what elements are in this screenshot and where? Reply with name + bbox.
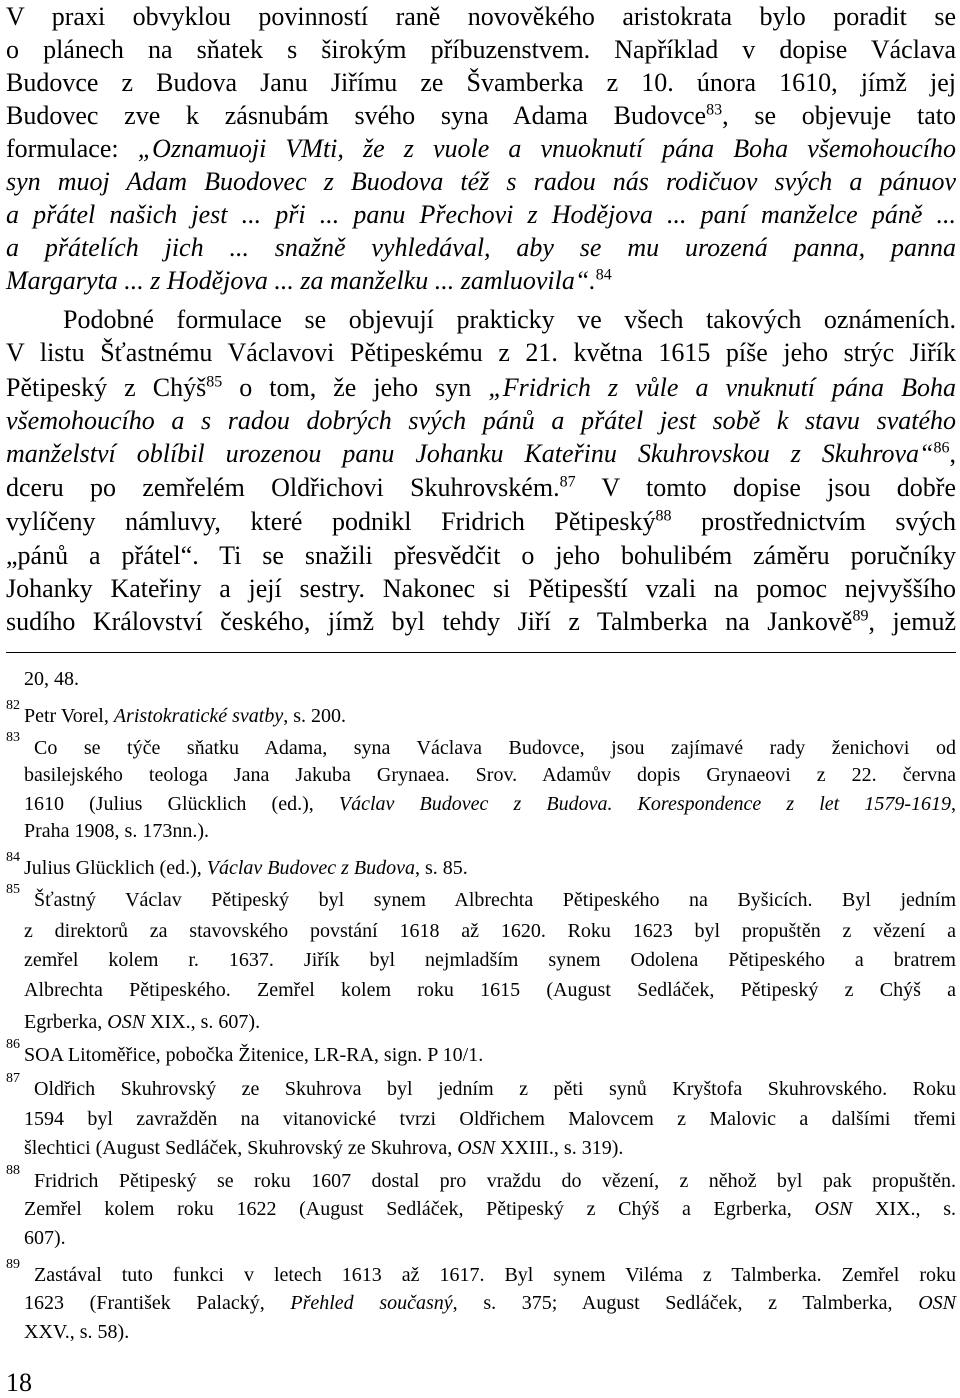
footnote-88: 88 Fridrich Pětipeský se roku 1607 dostal pro vraždu do vězení, z něhož byl pak propuštěn.: [6, 1163, 956, 1192]
footnote-ref: 84: [595, 266, 612, 284]
footnote-number: 83: [6, 730, 20, 745]
footnote-85: 85 Šťastný Václav Pětipeský byl synem Albrechta Pětipeského na Byšicích. Byl jedním: [6, 882, 956, 911]
footnote-ref: 83: [706, 101, 723, 119]
page-number: 18: [6, 1368, 32, 1397]
footnote-number: 87: [6, 1071, 20, 1086]
footnote-ref: 88: [655, 507, 672, 525]
text-line: Podobné formulace se objevují prakticky ve všech takových oznámeních.: [63, 305, 956, 334]
text-line: Budovce z Budova Janu Jiřímu ze Švamberka z 10. února 1610, jímž jej: [6, 68, 956, 97]
footnote-line: Egrberka, OSN XIX., s. 607).: [24, 1011, 261, 1033]
footnote-number: 85: [6, 882, 20, 897]
text-line: V praxi obvyklou povinností raně novověkého aristokrata bylo poradit se: [6, 2, 956, 31]
footnote-line: zemřel kolem r. 1637. Jiřík byl nejmladším synem Odolena Pětipeského a bratrem: [24, 949, 956, 971]
footnote-number: 88: [6, 1163, 20, 1178]
footnote-line: Albrechta Pětipeského. Zemřel kolem roku 1615 (August Sedláček, Pětipeský z Chýš a: [24, 979, 956, 1001]
footnote-line: šlechtici (August Sedláček, Skuhrovský ze Skuhrova, OSN XXIII., s. 319).: [24, 1137, 624, 1159]
text-line: sudího Království českého, jímž byl tehdy Jiří z Talmberka na Jankově$^{89}$, jemuž: [6, 607, 956, 636]
footnote-82: 82 Petr Vorel, Aristokratické svatby, s. 200.: [6, 698, 347, 727]
footnote-84: 84 Julius Glücklich (ed.), Václav Budovec z Budova, s. 85.: [6, 850, 468, 879]
text-line: Budovec zve k zásnubám svého syna Adama Budovce$^{83}$, se objevuje tato: [6, 101, 956, 130]
text-line: Pětipeský z Chýš$^{85}$ o tom, že jeho syn „Fridrich z vůle a vnuknutí pána Boha: [6, 373, 956, 402]
footnote-89: 89 Zastával tuto funkci v letech 1613 až 1617. Byl synem Viléma z Talmberka. Zemřel roku: [6, 1257, 956, 1286]
quote-line: a přátel našich jest ... při ... panu Přechovi z Hodějova ... paní manželce páně ...: [6, 200, 956, 229]
footnote-ref: 87: [559, 473, 576, 491]
footnote-number: 84: [6, 850, 20, 865]
footnote-divider: [6, 652, 956, 653]
footnote-83: 83 Co se týče sňatku Adama, syna Václava Budovce, jsou zajímavé rady ženichovi od: [6, 730, 956, 759]
quote-line: syn muoj Adam Buodovec z Buodova též s radou nás rodičuov svých a pánuov: [6, 167, 956, 196]
footnote-line: z direktorů za stavovského povstání 1618 až 1620. Roku 1623 byl propuštěn z vězení a: [24, 920, 956, 942]
footnote-line: basilejského teologa Jana Jakuba Grynaea. Srov. Adamův dopis Grynaeovi z 22. června: [24, 764, 956, 786]
footnote-number: 89: [6, 1257, 20, 1272]
footnote-ref: 85: [206, 373, 223, 391]
quote-line: Margaryta ... z Hodějova ... za manželku ... zamluovila“.$^{84}$: [6, 266, 612, 295]
text-line: formulace: „Oznamuoji VMti, že z vuole a vnuoknutí pána Boha všemohoucího: [6, 134, 956, 163]
quote-line: všemohoucího a s radou dobrých svých pánů a přátel jest sobě k stavu svatého: [6, 406, 956, 435]
text-line: Johanky Kateřiny a její sestry. Nakonec si Pětipesští vzali na pomoc nejvyššího: [6, 574, 956, 603]
quote-line: a přátelích jich ... snažně vyhledával, aby se mu urozená panna, panna: [6, 233, 956, 262]
footnote-ref: 89: [852, 607, 869, 625]
footnote-line: 607).: [24, 1227, 66, 1249]
footnote-line: XXV., s. 58).: [24, 1321, 130, 1343]
footnote-continuation: 20, 48.: [24, 668, 79, 690]
text-line: dceru po zemřelém Oldřichovi Skuhrovském.$^{87}$ V tomto dopise jsou dobře: [6, 473, 957, 502]
text-line: V listu Šťastnému Václavovi Pětipeskému z 21. května 1615 píše jeho strýc Jiřík: [6, 338, 956, 367]
footnote-line: Zemřel kolem roku 1622 (August Sedláček, Pětipeský z Chýš a Egrberka, OSN XIX., s.: [24, 1198, 956, 1220]
footnote-line: 1610 (Julius Glücklich (ed.), Václav Budovec z Budova. Korespondence z let 1579-1619,: [24, 793, 957, 815]
footnote-line: 1623 (František Palacký, Přehled současný, s. 375; August Sedláček, z Talmberka, OSN: [24, 1292, 956, 1314]
footnote-line: Praha 1908, s. 173nn.).: [24, 820, 209, 842]
footnote-line: 1594 byl zavražděn na vitanovické tvrzi Oldřichem Malovcem z Malovic a dalšími třemi: [24, 1108, 956, 1130]
footnote-ref: 86: [933, 439, 950, 457]
text-line: „pánů a přátel“. Ti se snažili přesvědčit o jeho bohulibém záměru poručníky: [6, 541, 956, 570]
footnote-number: 82: [6, 698, 20, 713]
footnote-number: 86: [6, 1037, 20, 1052]
text-line: manželství oblíbil urozenou panu Johanku Kateřinu Skuhrovskou z Skuhrova“$^{86}$,: [6, 439, 956, 468]
quote-text: „Oznamuoji VMti, že z vuole a vnuoknutí pána Boha všemohoucího: [137, 134, 956, 163]
text-line: o plánech na sňatek s širokým příbuzenstvem. Například v dopise Václava: [6, 35, 956, 64]
text-line: vylíčeny námluvy, které podnikl Fridrich Pětipeský$^{88}$ prostřednictvím svých: [6, 507, 956, 536]
footnote-86: 86 SOA Litoměřice, pobočka Žitenice, LR-RA, sign. P 10/1.: [6, 1037, 484, 1066]
footnote-87: 87 Oldřich Skuhrovský ze Skuhrova byl jedním z pěti synů Kryštofa Skuhrovského. Roku: [6, 1071, 956, 1100]
